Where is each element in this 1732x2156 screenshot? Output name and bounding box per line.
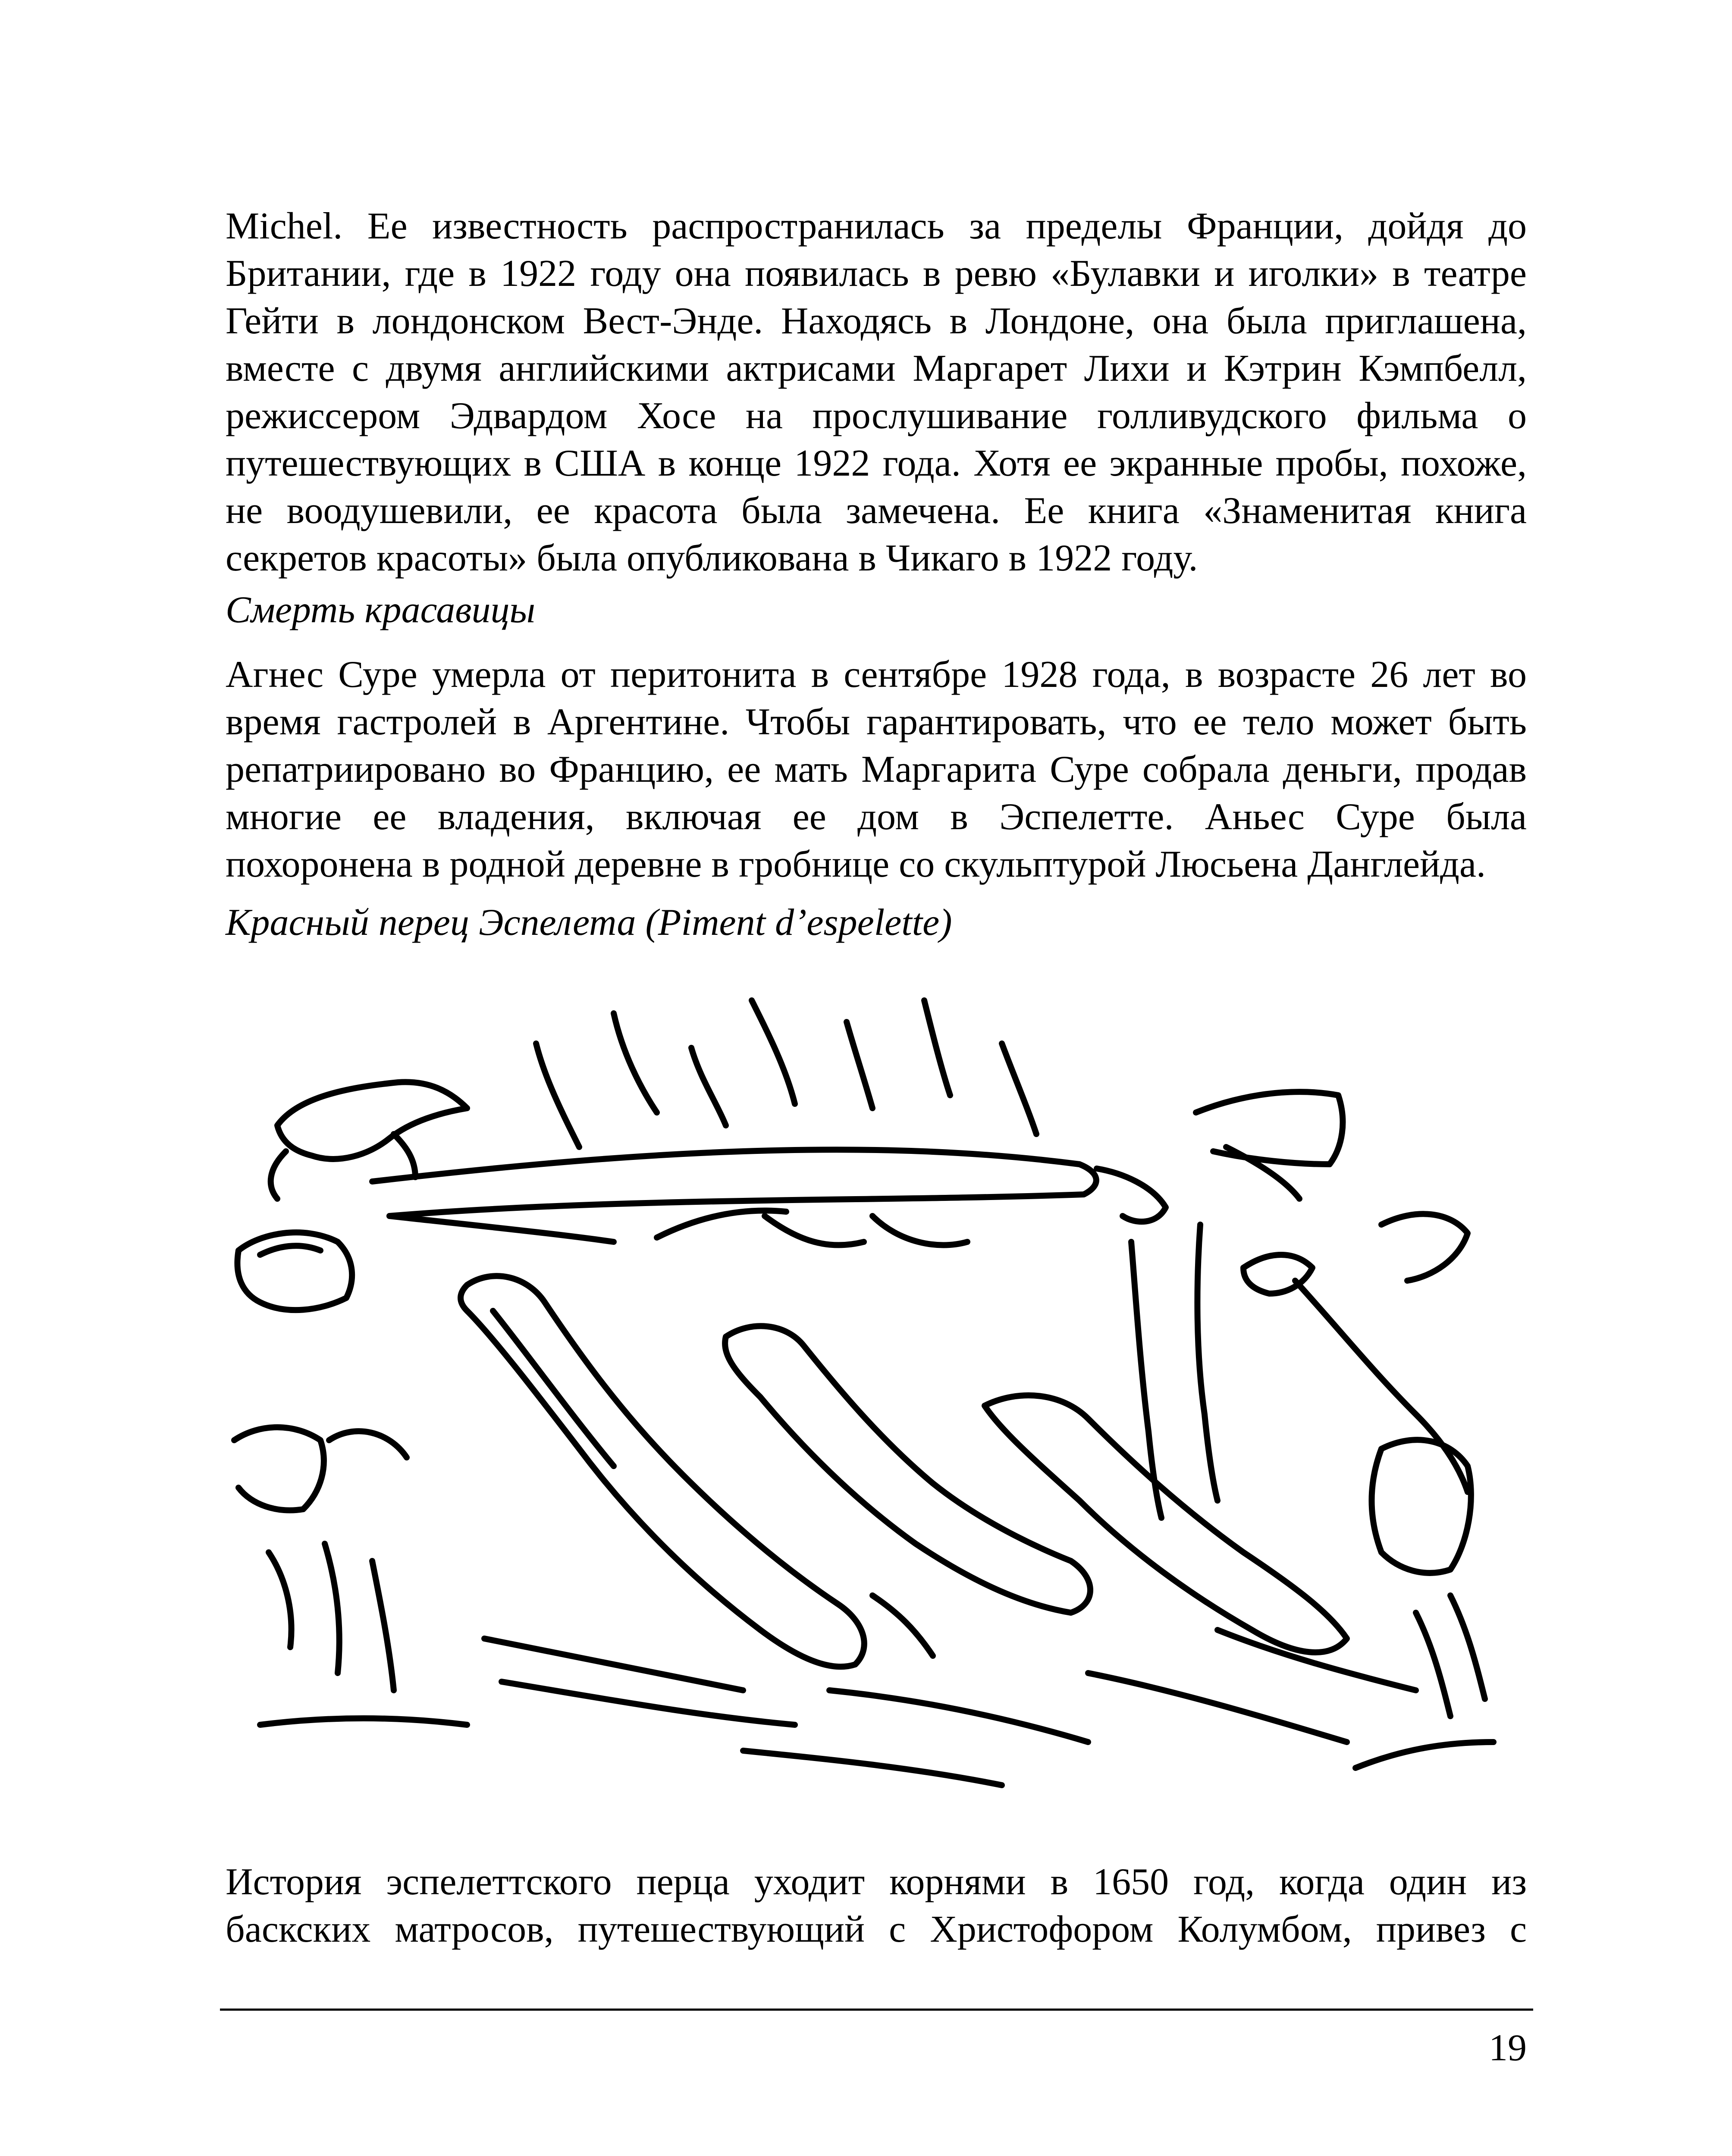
- page-number: 19: [1489, 2027, 1527, 2069]
- text-line: баскских матросов, путешествующий с Христофором Колумбом, привез с: [226, 1908, 1527, 1950]
- paragraph-death: [226, 651, 1527, 888]
- pepper-line-drawing-icon: [226, 983, 1527, 1807]
- text-line: Агнес Суре умерла от перитонита в сентябре 1928 года, в возрасте 26 лет во: [226, 654, 1527, 696]
- section-heading-death: Смерть красавицы: [226, 589, 536, 631]
- text-line: Гейти в лондонском Вест-Энде. Находясь в Лондоне, она была приглашена,: [226, 300, 1527, 342]
- text-line: режиссером Эдвардом Хосе на прослушивание голливудского фильма о: [226, 395, 1527, 437]
- paragraph-pepper-history: [226, 1858, 1527, 1953]
- text-line: Michel. Ее известность распространилась за пределы Франции, дойдя до: [226, 205, 1527, 247]
- text-line: путешествующих в США в конце 1922 года. Хотя ее экранные пробы, похоже,: [226, 442, 1527, 484]
- paragraph-michel: [226, 203, 1527, 582]
- section-heading-pepper: Красный перец Эспелета (Piment d’espelette): [226, 902, 952, 943]
- text-line: репатриировано во Францию, ее мать Маргарита Суре собрала деньги, продав: [226, 749, 1527, 790]
- text-line: Британии, где в 1922 году она появилась в ревю «Булавки и иголки» в театре: [226, 253, 1527, 295]
- text-line: похоронена в родной деревне в гробнице со скульптурой Люсьена Данглейда.: [226, 843, 1486, 885]
- pepper-illustration: [226, 983, 1527, 1807]
- text-line: История эспелеттского перца уходит корнями в 1650 год, когда один из: [226, 1861, 1527, 1903]
- text-line: время гастролей в Аргентине. Чтобы гарантировать, что ее тело может быть: [226, 701, 1527, 743]
- text-line: не воодушевили, ее красота была замечена. Ее книга «Знаменитая книга: [226, 490, 1527, 532]
- text-line: вместе с двумя английскими актрисами Маргарет Лихи и Кэтрин Кэмпбелл,: [226, 348, 1527, 389]
- text-line: секретов красоты» была опубликована в Чикаго в 1922 году.: [226, 537, 1198, 579]
- text-line: многие ее владения, включая ее дом в Эспелетте. Аньес Суре была: [226, 796, 1527, 838]
- footer-divider: [220, 2009, 1533, 2011]
